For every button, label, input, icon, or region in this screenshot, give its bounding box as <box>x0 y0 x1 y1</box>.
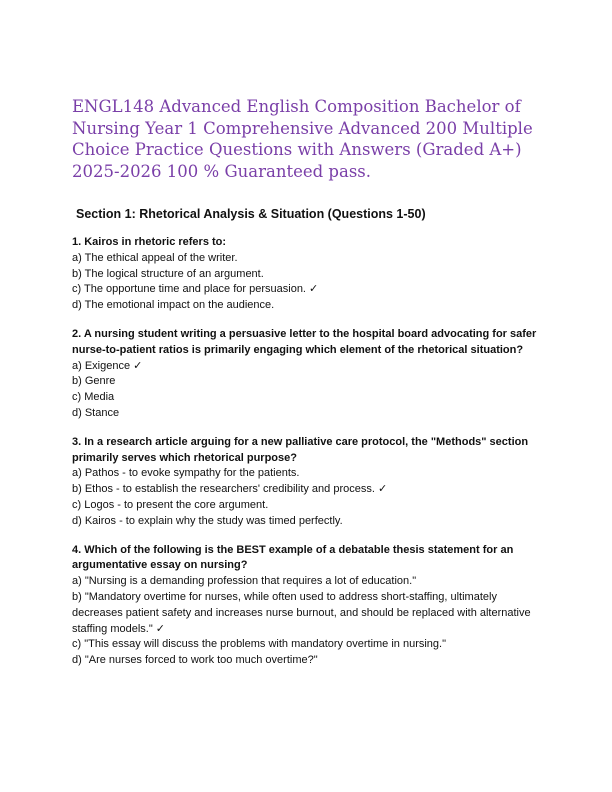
question-stem: 4. Which of the following is the BEST example of a debatable thesis statement for an argumentative essay on nursing? <box>72 543 514 572</box>
question-4 <box>72 543 548 669</box>
answer-option-correct: c) The opportune time and place for persuasion. ✓ <box>72 283 319 296</box>
document-title: ENGL148 Advanced English Composition Bachelor of Nursing Year 1 Comprehensive Advanced 200 Multiple Choice Practice Questions with Answers (Graded A+) 2025-2026 100 % Guaranteed pass. <box>72 97 533 181</box>
answer-option: d) Stance <box>72 406 120 419</box>
question-list <box>72 235 548 682</box>
question-stem: 3. In a research article arguing for a new palliative care protocol, the "Methods" section primarily serves which rhetorical purpose? <box>72 435 529 464</box>
question-2 <box>72 327 548 422</box>
answer-option: c) "This essay will discuss the problems with mandatory overtime in nursing." <box>72 638 446 651</box>
answer-option: d) Kairos - to explain why the study was timed perfectly. <box>72 514 343 527</box>
question-stem: 1. Kairos in rhetoric refers to: <box>72 236 227 248</box>
answer-option: a) "Nursing is a demanding profession that requires a lot of education." <box>72 575 417 588</box>
question-stem: 2. A nursing student writing a persuasive letter to the hospital board advocating for safer nurse-to-patient ratios is primarily engaging which element of the rhetorical situation? <box>72 327 537 356</box>
section-heading: Section 1: Rhetorical Analysis & Situation (Questions 1-50) <box>76 207 426 221</box>
answer-option-correct: a) Exigence ✓ <box>72 359 143 372</box>
answer-option: c) Media <box>72 391 115 404</box>
answer-option: b) The logical structure of an argument. <box>72 267 264 280</box>
question-1 <box>72 235 548 314</box>
answer-option: a) Pathos - to evoke sympathy for the patients. <box>72 467 300 480</box>
answer-option: b) Genre <box>72 375 116 388</box>
answer-option: c) Logos - to present the core argument. <box>72 498 269 511</box>
answer-option-correct: b) "Mandatory overtime for nurses, while often used to address short-staffing, ultimately decreases patient safety and increases nurse burnout, and should be replaced with alternative staffing models." ✓ <box>72 590 531 635</box>
answer-option: a) The ethical appeal of the writer. <box>72 251 238 264</box>
answer-option-correct: b) Ethos - to establish the researchers' credibility and process. ✓ <box>72 483 388 496</box>
question-3 <box>72 435 548 530</box>
answer-option: d) The emotional impact on the audience. <box>72 299 275 312</box>
answer-option: d) "Are nurses forced to work too much overtime?" <box>72 654 318 667</box>
